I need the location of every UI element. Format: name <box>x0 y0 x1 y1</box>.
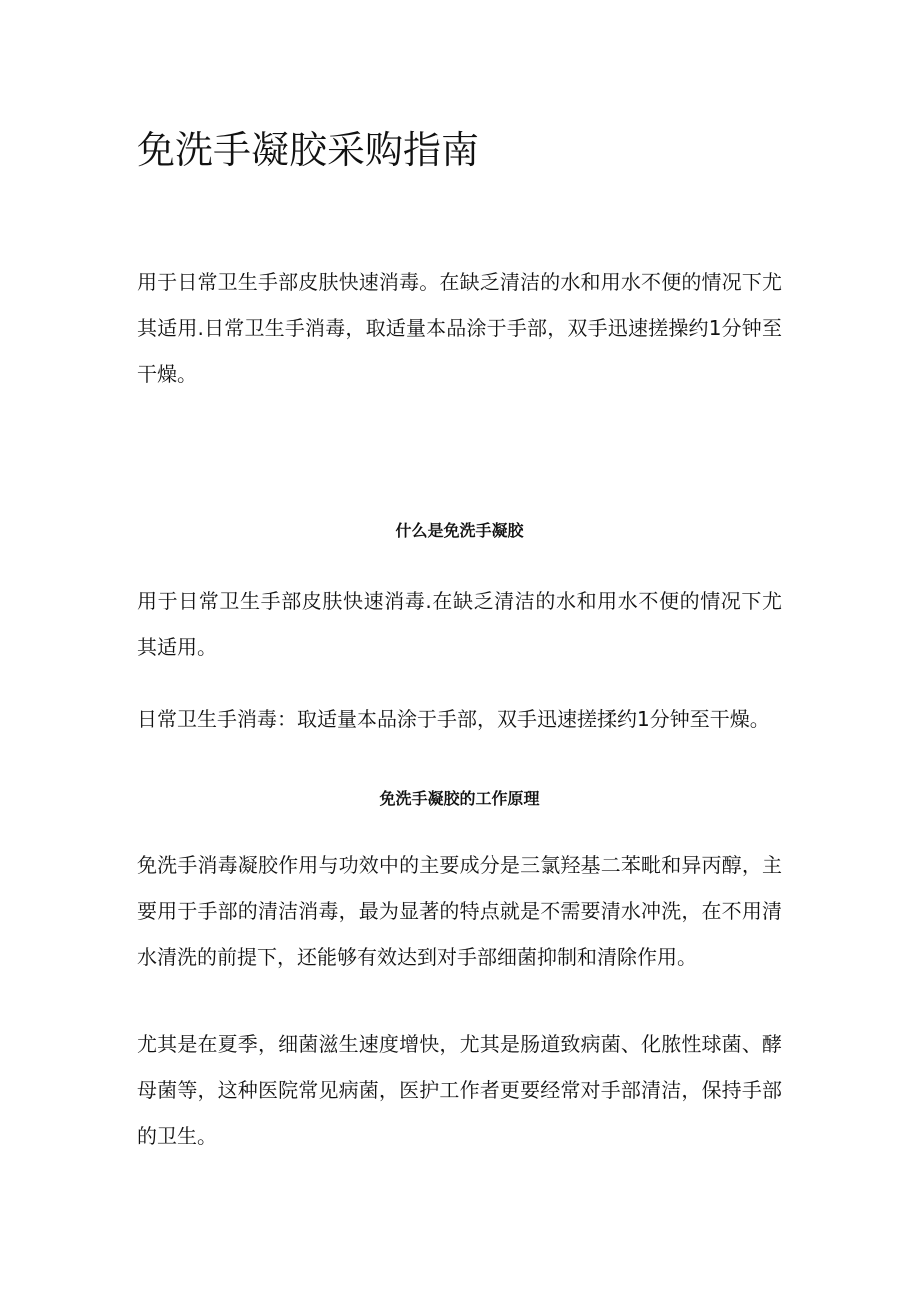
intro-paragraph: 用于日常卫生手部皮肤快速消毒。在缺乏清洁的水和用水不便的情况下尤其适用.日常卫生手消毒，取适量本品涂于手部，双手迅速搓操约1分钟至干燥。 <box>137 270 782 386</box>
section1-paragraph-2: 日常卫生手消毒：取适量本品涂于手部，双手迅速搓揉约1分钟至干燥。 <box>137 707 770 731</box>
section2-paragraph-2: 尤其是在夏季，细菌滋生速度增快，尤其是肠道致病菌、化脓性球菌、酵母菌等，这种医院常见病菌，医护工作者更要经常对手部清洁，保持手部的卫生。 <box>137 1032 782 1148</box>
section2-paragraph-1: 免洗手消毒凝胶作用与功效中的主要成分是三氯羟基二苯毗和异丙醇，主要用于手部的清洁消毒，最为显著的特点就是不需要清水冲洗，在不用清水清洗的前提下，还能够有效达到对手部细菌抑制和清除作用。 <box>137 853 782 969</box>
section-heading-what-is: 什么是免洗手凝胶 <box>395 521 524 540</box>
section1-paragraph-1: 用于日常卫生手部皮肤快速消毒.在缺乏清洁的水和用水不便的情况下尤其适用。 <box>137 589 782 659</box>
document-title: 免洗手凝胶采购指南 <box>137 128 480 172</box>
section-heading-how-it-works: 免洗手凝胶的工作原理 <box>379 789 540 808</box>
